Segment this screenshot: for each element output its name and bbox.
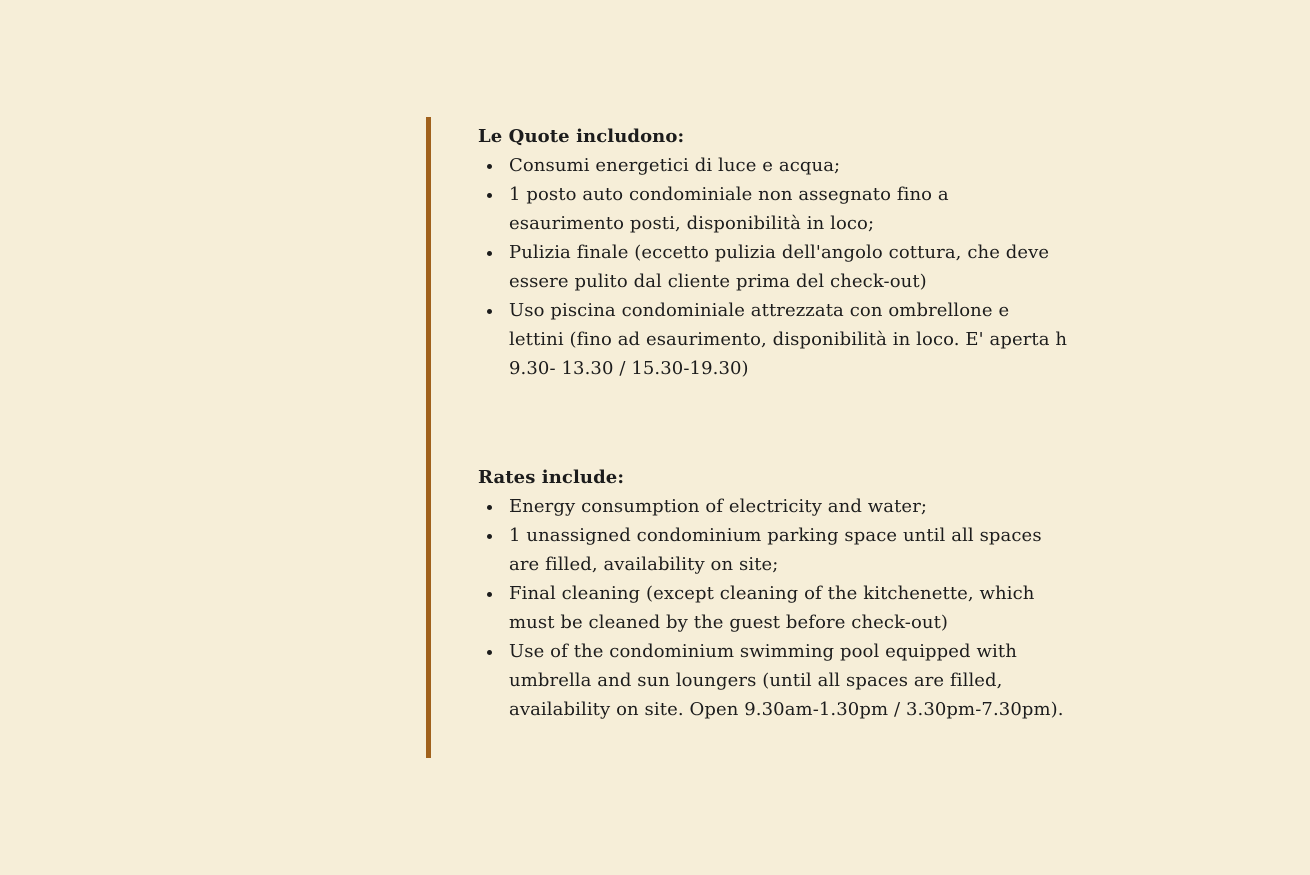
english-section xyxy=(478,463,1068,724)
bullet-icon xyxy=(487,309,492,314)
italian-inclusions-list xyxy=(478,151,1068,383)
bullet-icon xyxy=(487,534,492,539)
bullet-icon xyxy=(487,193,492,198)
bullet-icon xyxy=(487,650,492,655)
list-item xyxy=(478,238,1068,296)
list-item xyxy=(478,579,1068,637)
bullet-icon xyxy=(487,164,492,169)
bullet-icon xyxy=(487,592,492,597)
italian-section-title: Le Quote includono: xyxy=(478,126,685,147)
list-item-text: Use of the condominium swimming pool equipped with umbrella and sun loungers (until all spaces are filled, availability on site. Open 9.30am-1.30pm / 3.30pm-7.30pm). xyxy=(509,641,1064,720)
english-section-title: Rates include: xyxy=(478,467,625,488)
italian-section xyxy=(478,122,1068,383)
list-item-text: Uso piscina condominiale attrezzata con ombrellone e lettini (fino ad esaurimento, disponibilità in loco. E' aperta h 9.30- 13.30 / 15.30-19.30) xyxy=(509,300,1068,379)
english-inclusions-list xyxy=(478,492,1068,724)
bullet-icon xyxy=(487,505,492,510)
list-item-text: 1 unassigned condominium parking space until all spaces are filled, availability on site; xyxy=(509,525,1042,575)
list-item xyxy=(478,180,1068,238)
list-item xyxy=(478,296,1068,383)
list-item xyxy=(478,637,1068,724)
list-item xyxy=(478,521,1068,579)
list-item-text: Consumi energetici di luce e acqua; xyxy=(509,155,841,176)
accent-divider-bar xyxy=(426,117,431,758)
list-item-text: 1 posto auto condominiale non assegnato fino a esaurimento posti, disponibilità in loco; xyxy=(509,184,949,234)
rates-content xyxy=(478,122,1068,724)
list-item xyxy=(478,492,1068,521)
list-item-text: Final cleaning (except cleaning of the kitchenette, which must be cleaned by the guest before check-out) xyxy=(509,583,1035,633)
list-item-text: Pulizia finale (eccetto pulizia dell'angolo cottura, che deve essere pulito dal cliente prima del check-out) xyxy=(509,242,1050,292)
list-item-text: Energy consumption of electricity and water; xyxy=(509,496,928,517)
bullet-icon xyxy=(487,251,492,256)
list-item xyxy=(478,151,1068,180)
